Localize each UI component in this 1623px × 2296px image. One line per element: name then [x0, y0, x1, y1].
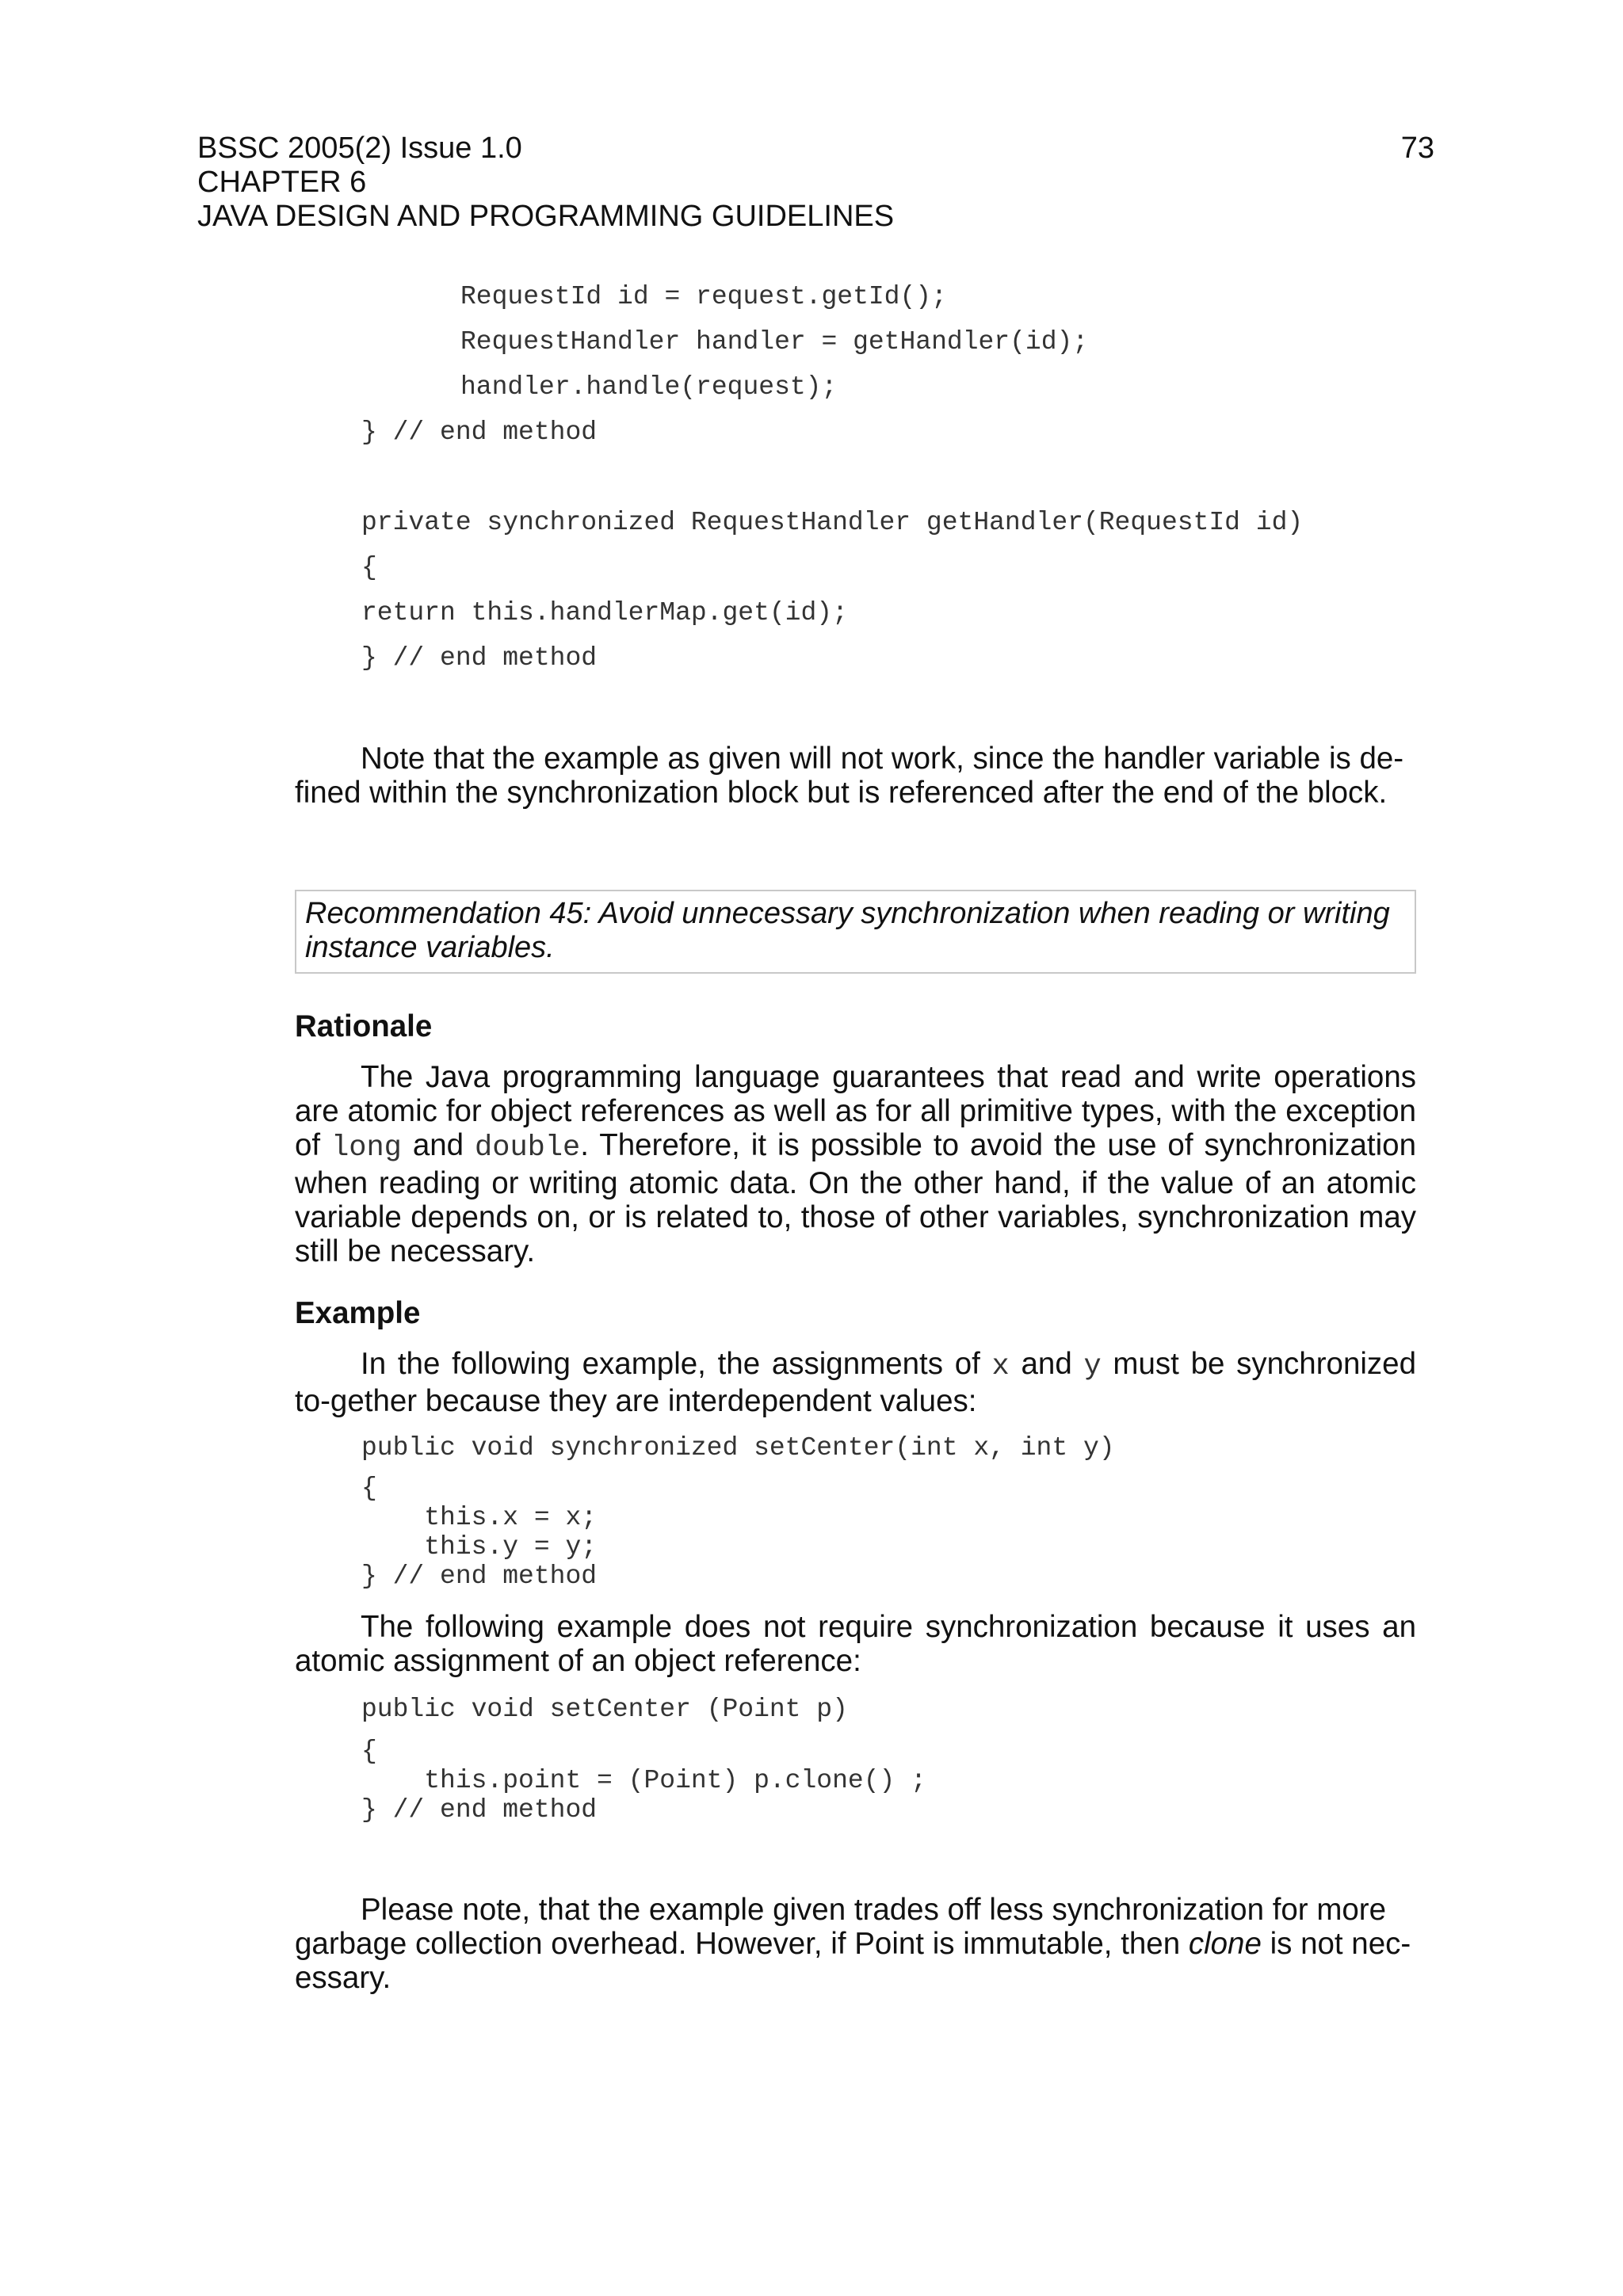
- code-line: this.x = x;: [361, 1503, 598, 1532]
- code-line: handler.handle(request);: [460, 372, 838, 402]
- example-intro-text: In the following example, the assignments of: [361, 1347, 992, 1381]
- middle-paragraph: [295, 1610, 1416, 1678]
- code-long: long: [331, 1131, 402, 1165]
- rationale-heading: Rationale: [295, 1009, 433, 1043]
- code-line: private synchronized RequestHandler getHandler(RequestId id): [361, 508, 1304, 537]
- code-block: [361, 1737, 926, 1825]
- closing-line: [295, 1927, 1428, 1961]
- note-line: fined within the synchronization block but is referenced after the end of the block.: [295, 776, 1388, 810]
- note-line: Note that the example as given will not work, since the handler variable is de-: [361, 742, 1404, 776]
- example-intro-text: must be synchronized to-gether because they are interdependent values:: [295, 1347, 1416, 1419]
- code-line: } // end method: [361, 1562, 598, 1591]
- code-y: y: [1083, 1350, 1102, 1383]
- closing-text: garbage collection overhead. However, if Point is immutable, then: [295, 1927, 1189, 1962]
- example-intro-text: and: [1009, 1347, 1084, 1381]
- code-line: public void setCenter (Point p): [361, 1695, 848, 1724]
- clone-emphasis: clone: [1188, 1927, 1262, 1962]
- page-number: 73: [1400, 132, 1434, 165]
- code-line: } // end method: [361, 1795, 598, 1825]
- code-block: [361, 1474, 597, 1591]
- rationale-text: and: [401, 1128, 475, 1163]
- closing-text: is not nec-: [1261, 1927, 1411, 1962]
- code-line: {: [361, 553, 377, 582]
- closing-line: essary.: [295, 1961, 391, 1996]
- running-header: [197, 132, 894, 234]
- code-line: } // end method: [361, 643, 598, 673]
- header-doc-id: BSSC 2005(2) Issue 1.0: [197, 132, 522, 165]
- code-line: public void synchronized setCenter(int x, int y): [361, 1433, 1115, 1463]
- code-line: this.y = y;: [361, 1532, 598, 1562]
- recommendation-box: [295, 890, 1416, 974]
- code-double: double: [475, 1131, 581, 1165]
- code-x: x: [991, 1350, 1010, 1383]
- note-paragraph: [295, 742, 1428, 810]
- header-chapter-title: JAVA DESIGN AND PROGRAMMING GUIDELINES: [197, 200, 895, 233]
- rationale-text: . Therefore, it is possible to avoid the use of synchronization when reading or writing atomic data. On the other hand, if the value of an atomic variable depends on, or is related to, those of other variables, synchronization may still be necessary.: [295, 1128, 1416, 1269]
- example-intro-paragraph: [295, 1347, 1416, 1418]
- code-line: this.point = (Point) p.clone() ;: [361, 1766, 926, 1795]
- closing-line: Please note, that the example given trades off less synchronization for more: [361, 1893, 1387, 1927]
- example-heading: Example: [295, 1296, 421, 1330]
- recommendation-text: Recommendation 45: Avoid unnecessary synchronization when reading or writing instance variables.: [305, 897, 1390, 964]
- rationale-paragraph: [295, 1060, 1416, 1268]
- header-chapter: CHAPTER 6: [197, 166, 367, 199]
- code-line: return this.handlerMap.get(id);: [361, 598, 848, 627]
- closing-paragraph: [295, 1893, 1428, 1996]
- rationale-text: The Java programming language guarantees that read and write operations are atomic for object references as well as for all primitive types, with the exception of: [295, 1060, 1416, 1163]
- code-line: {: [361, 1737, 377, 1766]
- code-line: RequestHandler handler = getHandler(id);: [460, 327, 1089, 357]
- code-line: } // end method: [361, 418, 598, 447]
- code-line: {: [361, 1474, 377, 1503]
- middle-text: The following example does not require synchronization because it uses an atomic assignment of an object reference:: [295, 1610, 1416, 1679]
- code-line: RequestId id = request.getId();: [460, 282, 947, 311]
